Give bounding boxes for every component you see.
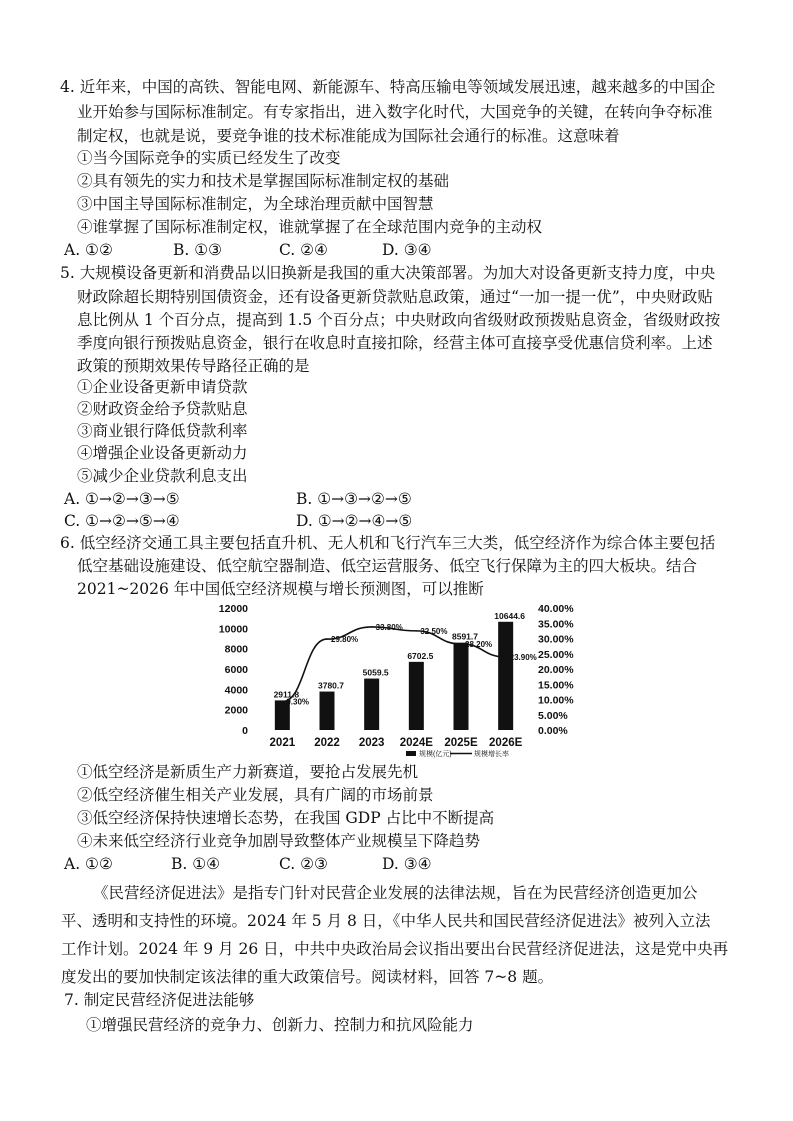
q5-option-2: ②财政资金给予贷款贴息	[77, 400, 248, 418]
bar-value-label: 5059.5	[362, 667, 389, 678]
q5-stem-line-4: 季度向银行预拨贴息资金，银行在收息时直接扣除，经营主体可直接享受优惠信贷利率。上述	[77, 334, 713, 352]
q5-answer-a: A. ①→②→③→⑤	[64, 490, 180, 508]
x-tick-label: 2022	[314, 737, 340, 749]
q4-option-3: ③中国主导国际标准制定，为全球治理贡献中国智慧	[77, 195, 434, 213]
q4-answers	[64, 239, 432, 261]
q5-stem-line-5: 政策的预期效果传导路径正确的是	[77, 357, 310, 375]
q5-option-3: ③商业银行降低贷款利率	[77, 422, 248, 440]
growth-rate-point	[460, 643, 462, 645]
q5-answer-d: D. ①→②→④→⑤	[296, 512, 413, 530]
growth-rate-label: 28.20%	[465, 639, 493, 649]
low-altitude-economy-chart	[210, 596, 590, 758]
passage-line-2: 平、透明和支持性的环境。2024 年 5 月 8 日，《中华人民共和国民营经济促进法》被列入立法	[61, 912, 711, 930]
bar	[409, 662, 424, 730]
bar-value-label: 8591.7	[452, 631, 478, 642]
q4-answer-c: C. ②④	[279, 241, 328, 259]
q5-option-4: ④增强企业设备更新动力	[77, 444, 248, 462]
growth-rate-label: 33.80%	[375, 622, 403, 632]
q5-option-5: ⑤减少企业贷款利息支出	[77, 467, 248, 485]
q6-stem-line-1: 6. 低空经济交通工具主要包括直升机、无人机和飞行汽车三大类，低空经济作为综合体主要包括	[60, 534, 716, 552]
growth-rate-point	[371, 626, 373, 628]
q5-option-1: ①企业设备更新申请贷款	[77, 378, 248, 396]
growth-rate-point	[416, 630, 418, 632]
q6-answers	[64, 853, 432, 875]
q6-stem-line-2: 低空基础设施建设、低空航空器制造、低空运营服务、低空飞行保障为主的四大板块。结合	[77, 557, 698, 575]
bar-value-label: 6702.5	[407, 650, 434, 661]
y-left-tick-label: 10000	[218, 623, 248, 636]
growth-rate-point	[282, 701, 284, 703]
legend-bar-label: 规模(亿元)	[419, 751, 452, 758]
y-right-tick-label: 40.00%	[538, 603, 574, 615]
bar	[498, 622, 513, 730]
q6-answer-b: B. ①④	[171, 855, 221, 873]
q6-option-1: ①低空经济是新质生产力新赛道，要抢占发展先机	[77, 763, 419, 781]
q4-answer-a: A. ①②	[64, 241, 113, 259]
q6-answer-c: C. ②③	[279, 855, 328, 873]
q5-stem-line-3: 息比例从 1 个百分点，提高到 1.5 个百分点；中央财政向省级财政预拨贴息资金，省级财政按	[77, 311, 721, 329]
growth-rate-label: 29.80%	[331, 635, 359, 645]
growth-rate-label: 32.50%	[420, 626, 448, 636]
passage-line-4: 度发出的要加快制定该法律的重大政策信号。阅读材料，回答 7~8 题。	[61, 968, 554, 986]
q4-stem-line-2: 业开始参与国际标准制定。有专家指出，进入数字化时代，大国竞争的关键，在转向争夺标准	[77, 103, 713, 121]
bar	[454, 643, 469, 730]
growth-rate-label: 9.30%	[286, 697, 310, 707]
bar	[364, 679, 379, 730]
legend-line-label: 规模增长率	[474, 751, 509, 758]
legend-bar-swatch	[406, 751, 416, 756]
q7-option-1: ①增强民营经济的竞争力、创新力、控制力和抗风险能力	[86, 1016, 474, 1034]
q4-stem-line-3: 制定权，也就是说，要竞争谁的技术标准能成为国际社会通行的标准。这意味着	[77, 127, 620, 145]
x-tick-label: 2024E	[399, 737, 433, 749]
bar	[320, 692, 335, 730]
q4-option-1: ①当今国际竞争的实质已经发生了改变	[77, 149, 341, 167]
y-right-tick-label: 5.00%	[538, 709, 568, 722]
q6-stem-line-3: 2021~2026 年中国低空经济规模与增长预测图，可以推断	[77, 580, 484, 598]
q6-option-3: ③低空经济保持快速增长态势，在我国 GDP 占比中不断提高	[77, 809, 495, 827]
q4-answer-b: B. ①③	[173, 241, 223, 259]
q5-stem-line-1: 5. 大规模设备更新和消费品以旧换新是我国的重大决策部署。为加大对设备更新支持力度，中央	[60, 264, 716, 282]
q6-option-4: ④未来低空经济行业竞争加剧导致整体产业规模呈下降趋势	[77, 832, 481, 850]
y-right-tick-label: 20.00%	[538, 664, 574, 676]
passage-line-3: 工作计划。2024 年 9 月 26 日，中共中央政治局会议指出要出台民营经济促进法，这是党中央再	[61, 940, 729, 958]
x-tick-label: 2026E	[489, 737, 523, 749]
q5-stem-line-2: 财政除超长期特别国债资金，还有设备更新贷款贴息政策，通过“一加一提一优”，中央财政贴	[77, 288, 713, 306]
q6-answer-d: D. ③④	[382, 855, 432, 873]
q7-stem: 7. 制定民营经济促进法能够	[64, 991, 255, 1009]
growth-rate-label: 23.90%	[509, 653, 537, 663]
growth-rate-point	[505, 656, 507, 658]
q6-answer-a: A. ①②	[64, 855, 113, 873]
y-left-tick-label: 4000	[224, 684, 248, 697]
q4-answer-d: D. ③④	[382, 241, 432, 259]
bar-value-label: 3780.7	[318, 680, 344, 691]
y-right-tick-label: 10.00%	[538, 694, 574, 707]
y-right-tick-label: 25.00%	[538, 648, 574, 661]
q4-option-4: ④谁掌握了国际标准制定权，谁就掌握了在全球范围内竞争的主动权	[77, 218, 543, 236]
growth-rate-point	[326, 638, 328, 640]
y-left-tick-label: 8000	[224, 643, 248, 656]
y-left-tick-label: 6000	[224, 664, 248, 676]
q4-stem-line-1: 4. 近年来，中国的高铁、智能电网、新能源车、特高压输电等领域发展迅速，越来越多的中国企	[60, 78, 716, 96]
bar-value-label: 10644.6	[494, 610, 526, 621]
x-tick-label: 2021	[269, 737, 296, 749]
y-left-tick-label: 2000	[224, 704, 248, 717]
passage-line-1: 《民营经济促进法》是指专门针对民营企业发展的法律法规，旨在为民营经济创造更加公	[93, 884, 698, 902]
y-right-tick-label: 35.00%	[538, 618, 574, 631]
bar-value-label: 2911.8	[273, 689, 300, 700]
q5-answer-c: C. ①→②→⑤→④	[64, 512, 180, 530]
x-tick-label: 2025E	[444, 737, 478, 749]
x-tick-label: 2023	[358, 737, 385, 749]
y-right-tick-label: 30.00%	[538, 633, 574, 646]
q4-option-2: ②具有领先的实力和技术是掌握国际标准制定权的基础	[77, 172, 450, 190]
q5-answer-b: B. ①→③→②→⑤	[296, 490, 412, 508]
q6-option-2: ②低空经济催生相关产业发展，具有广阔的市场前景	[77, 786, 434, 804]
y-left-tick-label: 0	[242, 725, 248, 737]
y-right-tick-label: 0.00%	[538, 725, 568, 737]
y-right-tick-label: 15.00%	[538, 679, 574, 692]
y-left-tick-label: 12000	[218, 603, 248, 615]
